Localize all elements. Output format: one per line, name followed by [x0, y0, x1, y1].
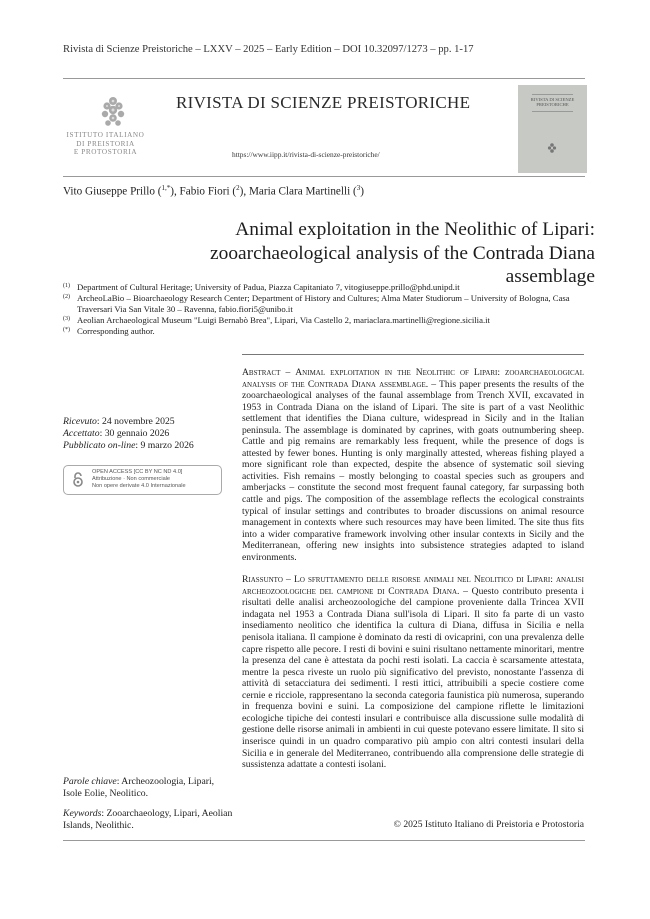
- cover-title: RIVISTA DI SCIENZE PREISTORICHE: [530, 97, 575, 108]
- article-title: Animal exploitation in the Neolithic of Lipari: zooarchaeological analysis of the Contrada Diana assemblage: [210, 219, 595, 287]
- affiliation-item: (3) Aeolian Archaeological Museum "Luigi Bernabò Brea", Lipari, Via Castello 2, mariaclara.martinelli@regione.sicilia.it: [63, 315, 490, 325]
- author-affiliation-marker: 2: [236, 184, 240, 192]
- publication-dates: [63, 416, 233, 452]
- open-access-license-badge[interactable]: [63, 465, 222, 495]
- author-name[interactable]: Maria Clara Martinelli: [248, 185, 351, 198]
- cover-rule: [532, 94, 573, 95]
- author-name[interactable]: Vito Giuseppe Prillo: [63, 185, 155, 198]
- affiliation-list: [63, 282, 593, 337]
- abstract-body: – This paper presents the results of the zooarchaeological analyses of the faunal assemblage from Trench XVII, excavated in 1953 in Contrada Diana on the island of Lipari. The site is part of a vast Neolithic settlement that identifies the Diana culture, widespread in Sicily and in the Italian peninsula. The assemblage is dominated by caprines, with goats outnumbering sheep. Cattle and pig remains are remarkably less frequent, while the presence of dogs is attested by fewer bones. Hunting is only marginally attested, whereas fishing played a more significant role than expected, despite the absence of systematic soil sieving activities. Fish remains – mostly belonging to coastal species such as groupers and amberjacks – constitute the second most frequent faunal category, far surpassing both cattle and pigs. The composition of the assemblage reflects the ecological constraints typical of insular settings and contributes to broader discussions on animal resource management in contexts where such resources may have been limited. The site thus fits into a wider comparative framework involving other insular contexts in Sicily and the Mediterranean, offering new insights into subsistence strategies adapted to island environments.: [242, 378, 585, 563]
- riassunto-body: – Questo contributo presenta i risultati delle analisi archeozoologiche del campione proveniente dalla Trincea XVII indagata nel 1953 a Contrada Diana sull'isola di Lipari. Il sito fa parte di un vasto insediamento neolitico che identifica la cultura di Diana, diffusa in Sicilia e nella penisola italiana. Il campione è dominato da resti di ovicaprini, con una prevalenza delle capre rispetto alle pecore. I resti di bovini e suini risultano nettamente minoritari, mentre la presenza del cane è attestata da pochi resti isolati. La caccia è scarsamente attestata, mentre la pesca riveste un ruolo più significativo del previsto, nonostante l'assenza di attività di setacciatura dei sedimenti. I resti ittici, attribuibili a specie costiere come cernie e ricciole, rappresentano la seconda categoria faunistica più numerosa, superando in frequenza bovini e suini. La composizione del campione riflette le limitazioni ecologiche tipiche dei contesti insulari e contribuisce alla discussione sulle modalità di gestione delle risorse animali in ambienti in cui queste potevano essere limitate. Il sito si inserisce quindi in un quadro comparativo più ampio con altri contesti insulari della Sicilia e in generale del Mediterraneo, contribuendo alla comprensione delle strategie di sussistenza adattate a contesti isolani.: [242, 585, 585, 771]
- abstract-it: [242, 574, 584, 770]
- riassunto-label: Riassunto: [242, 574, 283, 586]
- journal-cover-thumbnail: [518, 85, 587, 173]
- license-text: OPEN ACCESS [CC BY NC ND 4.0] Attribuzione · Non commerciale Non opere derivate 4.0 Internazionale: [92, 469, 186, 490]
- abstract-label: Abstract: [242, 367, 281, 378]
- abstract-title: Animal exploitation in the Neolithic of Lipari: zooarchaeological analysis of the Contrada Diana assemblage.: [242, 367, 584, 390]
- keywords-en: Keywords: Zooarchaeology, Lipari, Aeolian Islands, Neolithic.: [63, 808, 233, 831]
- affiliation-item: (2) ArcheoLaBio – Bioarchaeology Research Center; Department of History and Cultures; Alma Mater Studiorum – University of Bologna, Casa Traversari Via San Vitale 30 – Ravenna, fabio.fiori5@unibo.it: [63, 293, 570, 314]
- accepted-date: Accettato: 30 gennaio 2026: [63, 428, 170, 439]
- author-affiliation-marker: 1,*: [161, 184, 171, 192]
- keywords-block: [63, 776, 233, 831]
- riassunto-title: – Lo sfruttamento delle risorse animali nel Neolitico di Lipari: analisi archeozoologiche del campione di Contrada Diana.: [242, 574, 584, 597]
- published-date: Pubblicato on-line: 9 marzo 2026: [63, 440, 194, 451]
- running-head: Rivista di Scienze Preistoriche – LXXV – 2025 – Early Edition – DOI 10.32097/1273 – pp. 1-17: [63, 44, 474, 55]
- journal-url[interactable]: https://www.iipp.it/rivista-di-scienze-preistoriche/: [232, 150, 380, 159]
- institute-logo: [96, 93, 130, 129]
- abstract-section: [242, 367, 584, 771]
- received-date: Ricevuto: 24 novembre 2025: [63, 416, 175, 427]
- author-affiliation-marker: 3: [356, 184, 361, 192]
- author-list: Vito Giuseppe Prillo ($^{1,*}$), Fabio Fiori ($^2$), Maria Clara Martinelli ($^3$): [63, 184, 364, 198]
- author-name[interactable]: Fabio Fiori: [179, 185, 230, 198]
- abstract-en: Abstract – Animal exploitation in the Neolithic of Lipari: zooarchaeological analysis of the Contrada Diana assemblage. – This paper presents the results of the zooarchaeological analyses of the faunal assemblage from Trench XVII, excavated in 1953 in Contrada Diana on the island of Lipari. The site is part of a vast Neolithic settlement that identifies the Diana culture, widespread in Sicily and in the Italian peninsula. The assemblage is dominated by caprines, with goats outnumbering sheep. Cattle and pig remains are remarkably less frequent, while the presence of dogs is attested by fewer bones. Hunting is only marginally attested, whereas fishing played a more significant role than expected, despite the absence of systematic soil sieving activities. Fish remains – mostly belonging to coastal species such as groupers and amberjacks – constitute the second most frequent faunal category, far surpassing both cattle and pigs. The composition of the assemblage reflects the ecological constraints typical of insular settings and contributes to broader discussions on animal resource management in contexts where such resources may have been limited. The site thus fits into a wider comparative framework involving other insular contexts in Sicily and the Mediterranean, offering new insights into subsistence strategies adapted to island environments.: [242, 367, 585, 563]
- affiliation-item: (*) Corresponding author.: [63, 326, 155, 336]
- cover-rule: [532, 111, 573, 112]
- keywords-it: Parole chiave: Archeozoologia, Lipari, Isole Eolie, Neolitico.: [63, 776, 215, 799]
- institute-name: ISTITUTO ITALIANO DI PREISTORIA E PROTOSTORIA: [66, 131, 145, 156]
- affiliation-item: (1) Department of Cultural Heritage; University of Padua, Piazza Capitaniato 7, vitogiuseppe.prillo@phd.unipd.it: [63, 282, 460, 292]
- header-rule: [63, 78, 585, 79]
- copyright-notice: © 2025 Istituto Italiano di Preistoria e Protostoria: [393, 819, 584, 830]
- cover-logo-icon: [546, 142, 558, 154]
- masthead-rule: [63, 176, 585, 177]
- footer-rule: [63, 840, 585, 841]
- abstract-rule: [242, 354, 584, 355]
- journal-title: RIVISTA DI SCIENZE PREISTORICHE: [176, 93, 471, 112]
- open-access-icon: [70, 471, 86, 487]
